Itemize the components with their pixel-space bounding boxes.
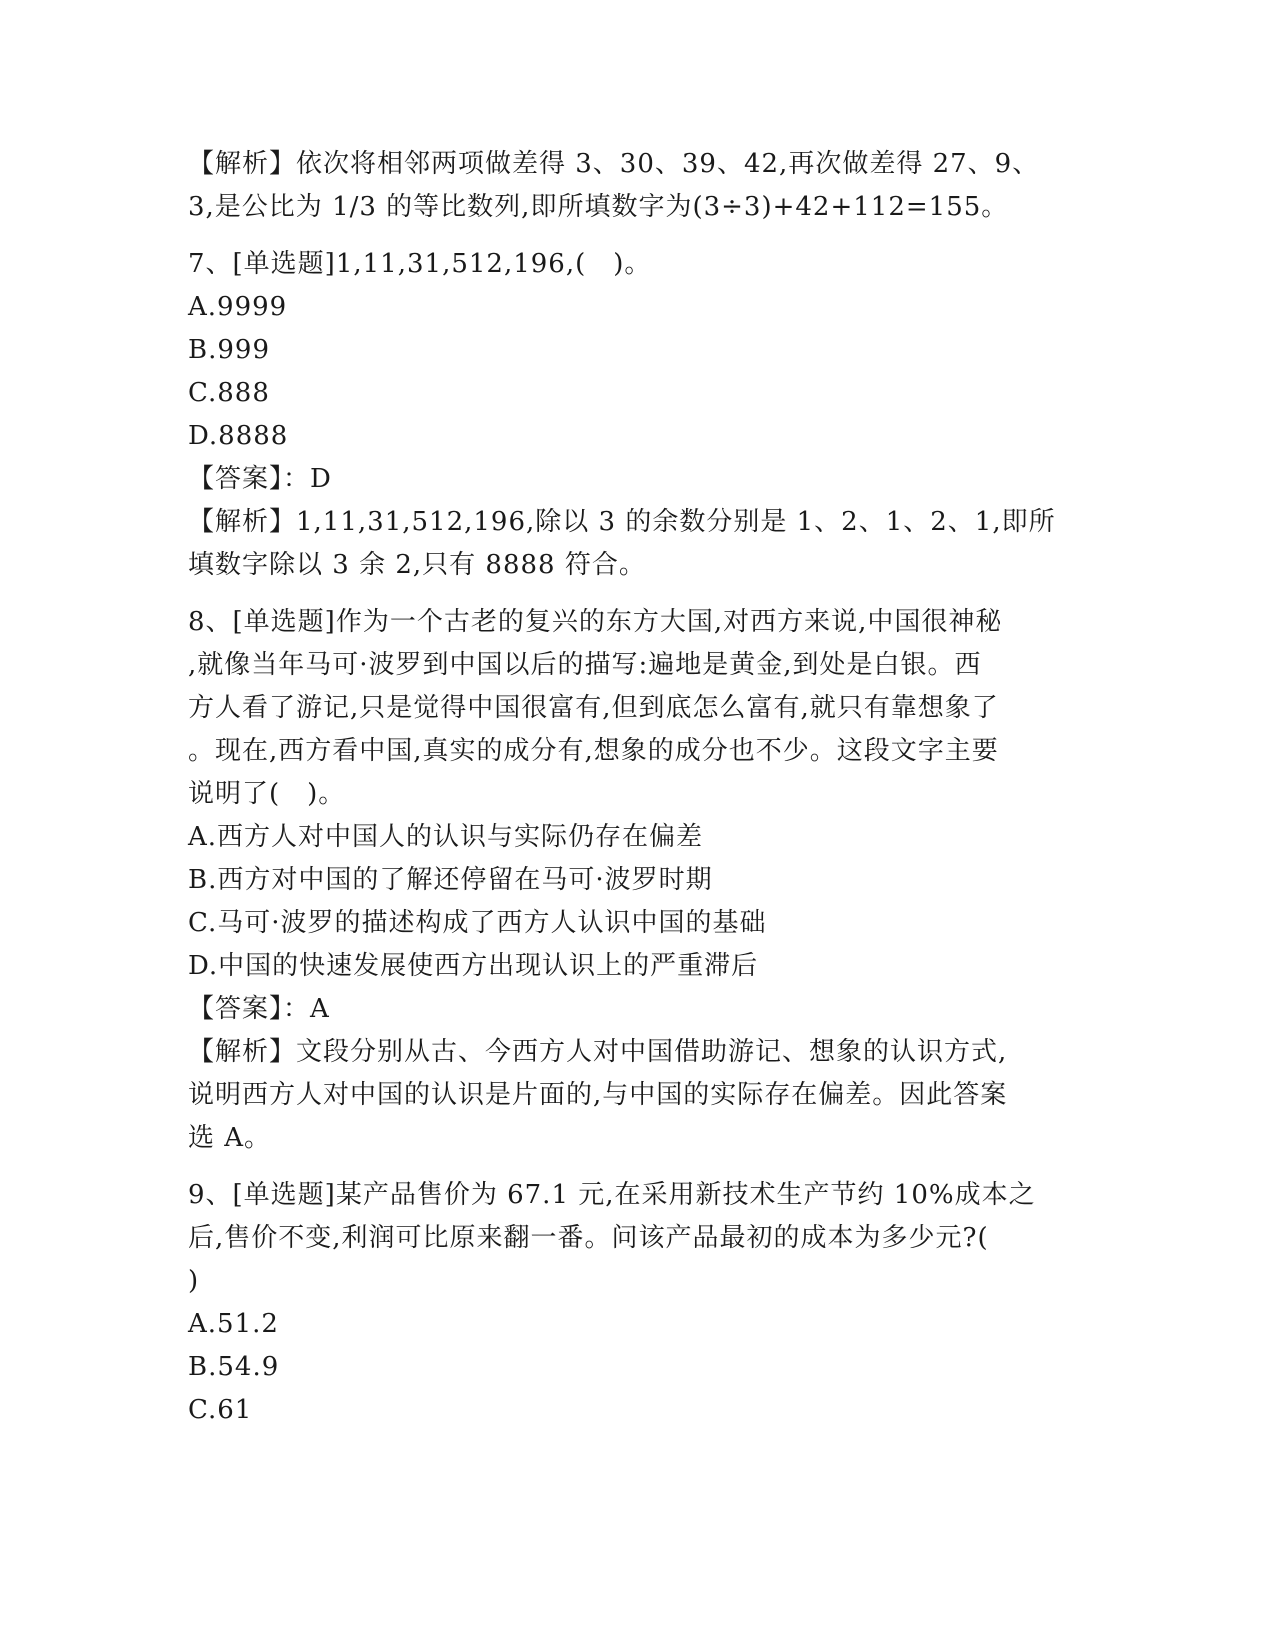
question-9-stem-line: ) — [188, 1266, 200, 1296]
option-b: B.999 — [188, 335, 270, 365]
option-a: A.51.2 — [188, 1309, 279, 1339]
analysis-line: 说明西方人对中国的认识是片面的,与中国的实际存在偏差。因此答案 — [188, 1080, 1008, 1110]
question-8-stem-line: 8、[单选题]作为一个古老的复兴的东方大国,对西方来说,中国很神秘 — [188, 607, 1003, 637]
analysis-line: 选 A。 — [188, 1123, 272, 1153]
analysis-line: 3,是公比为 1/3 的等比数列,即所填数字为(3÷3)+42+112=155。 — [188, 192, 1009, 222]
q6-analysis — [188, 143, 1078, 229]
answer-line: 【答案】：D — [188, 464, 332, 494]
question-8 — [188, 601, 1078, 1160]
question-8-stem-line: 。现在,西方看中国,真实的成分有,想象的成分也不少。这段文字主要 — [188, 736, 999, 766]
option-d: D.中国的快速发展使西方出现认识上的严重滞后 — [188, 951, 759, 981]
option-b: B.54.9 — [188, 1352, 280, 1382]
question-7-stem: 7、[单选题]1,11,31,512,196,( )。 — [188, 249, 652, 279]
question-8-stem-line: ,就像当年马可·波罗到中国以后的描写:遍地是黄金,到处是白银。西 — [188, 650, 982, 680]
option-c: C.888 — [188, 378, 270, 408]
option-c: C.61 — [188, 1395, 253, 1425]
analysis-line: 【解析】依次将相邻两项做差得 3、30、39、42,再次做差得 27、9、 — [188, 149, 1040, 179]
question-7 — [188, 243, 1078, 587]
question-9-stem-line: 后,售价不变,利润可比原来翻一番。问该产品最初的成本为多少元?( — [188, 1223, 989, 1253]
analysis-line: 【解析】1,11,31,512,196,除以 3 的余数分别是 1、2、1、2、1,即所 — [188, 507, 1056, 537]
option-d: D.8888 — [188, 421, 289, 451]
option-b: B.西方对中国的了解还停留在马可·波罗时期 — [188, 865, 713, 895]
option-a: A.9999 — [188, 292, 288, 322]
question-8-stem-line: 方人看了游记,只是觉得中国很富有,但到底怎么富有,就只有靠想象了 — [188, 693, 999, 723]
analysis-line: 【解析】文段分别从古、今西方人对中国借助游记、想象的认识方式, — [188, 1037, 1008, 1067]
option-a: A.西方人对中国人的认识与实际仍存在偏差 — [188, 822, 704, 852]
option-c: C.马可·波罗的描述构成了西方人认识中国的基础 — [188, 908, 767, 938]
question-9 — [188, 1174, 1078, 1432]
question-9-stem-line: 9、[单选题]某产品售价为 67.1 元,在采用新技术生产节约 10%成本之 — [188, 1180, 1036, 1210]
question-8-stem-line: 说明了( )。 — [188, 779, 346, 809]
analysis-line: 填数字除以 3 余 2,只有 8888 符合。 — [188, 550, 646, 580]
answer-line: 【答案】：A — [188, 994, 330, 1024]
page-content — [188, 143, 1078, 1432]
